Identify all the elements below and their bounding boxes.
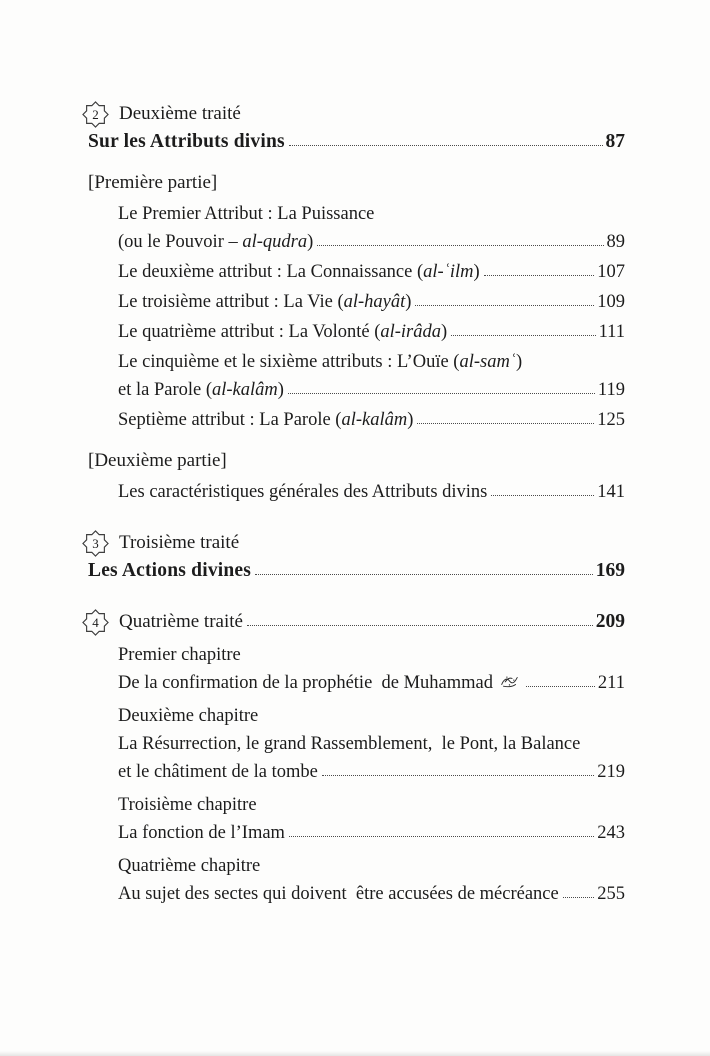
toc-item-text: (ou le Pouvoir – — [118, 232, 243, 252]
toc-dotted-leader — [484, 273, 595, 276]
toc-item-text: Les caractéristiques générales des Attributs divins — [118, 482, 488, 502]
toc-entry-item — [88, 200, 625, 256]
toc-item-line — [88, 478, 625, 506]
treatise-number: 3 — [92, 535, 99, 551]
toc-item-text: ) — [473, 262, 480, 282]
toc-dotted-leader — [491, 493, 594, 496]
treatise-heading-row — [82, 100, 625, 128]
toc-entry-chapter — [88, 852, 625, 908]
treatise-heading-row — [82, 608, 625, 636]
toc-item-text: al-qudra — [242, 232, 308, 252]
chapter-heading-row — [88, 702, 625, 730]
toc-page-number: 109 — [597, 292, 625, 312]
toc-dotted-leader — [417, 421, 594, 424]
toc-item-line — [88, 376, 625, 404]
toc-page-number: 209 — [595, 611, 625, 632]
chapter-heading-row — [88, 791, 625, 819]
toc-item-text: ) — [441, 322, 448, 342]
toc-dotted-leader — [288, 391, 595, 394]
toc-item-text: Au sujet des sectes qui doivent être accusées de mécréance — [118, 884, 559, 904]
toc-item-line — [88, 730, 625, 758]
toc-item-text: al-kalâm — [212, 380, 278, 400]
toc-item-text: ) — [516, 352, 523, 372]
treatise-heading-label: Troisième traité — [119, 532, 240, 553]
toc-dotted-leader — [526, 684, 595, 687]
toc-page-number: 255 — [597, 884, 625, 904]
treatise-number-badge — [82, 101, 109, 128]
toc-entry-item — [88, 258, 625, 286]
toc-item-line — [88, 880, 625, 908]
toc-item-text: ) — [307, 232, 314, 252]
page-bottom-scan-shadow — [0, 1051, 710, 1056]
toc-item-line — [88, 348, 625, 376]
toc-item-line — [88, 200, 625, 228]
treatise-number-badge — [82, 530, 109, 557]
toc-entry-item — [88, 318, 625, 346]
toc-dotted-leader — [317, 243, 603, 246]
part-label — [88, 447, 625, 475]
toc-dotted-leader — [255, 572, 593, 575]
toc-dotted-leader — [289, 834, 594, 837]
toc-page-number: 87 — [605, 131, 625, 152]
toc-item-text: Le quatrième attribut : La Volonté ( — [118, 322, 381, 342]
toc-item-line — [88, 228, 625, 256]
toc-item-line — [88, 758, 625, 786]
part-label-text: [Première partie] — [88, 172, 218, 193]
toc-entry-chapter — [88, 791, 625, 847]
toc-item-line — [88, 406, 625, 434]
toc-page-number: 169 — [595, 560, 625, 581]
toc-entry-item — [88, 478, 625, 506]
toc-item-line — [88, 669, 625, 697]
toc-item-text: Le troisième attribut : La Vie ( — [118, 292, 344, 312]
part-label-text: [Deuxième partie] — [88, 450, 227, 471]
toc-item-line — [88, 288, 625, 316]
treatise-number-badge — [82, 609, 109, 636]
toc-page-number: 125 — [597, 410, 625, 430]
toc-item-text: al-samʿ — [459, 352, 516, 372]
toc-entry-item — [88, 288, 625, 316]
chapter-heading: Quatrième chapitre — [118, 856, 261, 876]
toc-dotted-leader — [289, 143, 603, 146]
toc-page-number: 111 — [598, 322, 625, 342]
toc-item-text: al-irâda — [380, 322, 441, 342]
treatise-number: 4 — [92, 614, 99, 630]
toc-item-line — [88, 258, 625, 286]
toc-dotted-leader — [451, 333, 595, 336]
toc-entry-chapter — [88, 641, 625, 697]
toc-item-text: et le châtiment de la tombe — [118, 762, 318, 782]
toc-page-number: 89 — [606, 232, 625, 252]
treatise-title-row — [88, 128, 625, 156]
toc-item-text: al-ʿilm — [423, 262, 474, 282]
muhammad-pbuh-calligraphy-icon — [500, 674, 519, 688]
toc-page-number: 107 — [597, 262, 625, 282]
toc-item-text: Le Premier Attribut : La Puissance — [118, 204, 375, 224]
toc-item-text: al-kalâm — [341, 410, 408, 430]
toc-item-text: ) — [405, 292, 412, 312]
toc-item-text: Septième attribut : La Parole ( — [118, 410, 342, 430]
chapter-heading-row — [88, 641, 625, 669]
part-label — [88, 169, 625, 197]
toc-entry-treatise — [88, 529, 625, 585]
treatise-heading-label: Deuxième traité — [119, 103, 241, 124]
treatise-heading-row — [82, 529, 625, 557]
treatise-title: Les Actions divines — [88, 560, 252, 581]
toc-item-text: et la Parole ( — [118, 380, 212, 400]
treatise-number: 2 — [92, 106, 99, 122]
toc-entry-treatise — [88, 100, 625, 156]
toc-entry-treatise — [88, 608, 625, 636]
treatise-heading-label: Quatrième traité — [119, 611, 243, 632]
toc-page-number: 119 — [597, 380, 625, 400]
toc-item-text: La fonction de l’Imam — [118, 823, 285, 843]
toc-dotted-leader — [322, 773, 594, 776]
toc-page-number: 219 — [597, 762, 625, 782]
toc-entry-item — [88, 348, 625, 404]
toc-list — [88, 100, 625, 908]
toc-dotted-leader — [563, 895, 595, 898]
toc-item-text: La Résurrection, le grand Rassemblement, le Pont, la Balance — [118, 734, 581, 754]
toc-item-text: Le cinquième et le sixième attributs : L’Ouïe ( — [118, 352, 460, 372]
toc-entry-chapter — [88, 702, 625, 786]
chapter-heading-row — [88, 852, 625, 880]
toc-item-text: ) — [277, 380, 284, 400]
treatise-title-row — [88, 557, 625, 585]
toc-dotted-leader — [247, 623, 593, 626]
toc-item-text: al-hayât — [343, 292, 406, 312]
toc-page-number: 211 — [597, 673, 625, 693]
muhammad-pbuh-calligraphy-icon — [500, 669, 519, 697]
treatise-title: Sur les Attributs divins — [88, 131, 285, 152]
toc-item-text: Le deuxième attribut : La Connaissance ( — [118, 262, 424, 282]
toc-entry-item — [88, 406, 625, 434]
toc-item-line — [88, 318, 625, 346]
toc-item-line — [88, 819, 625, 847]
toc-page-number: 141 — [597, 482, 625, 502]
chapter-heading: Premier chapitre — [118, 645, 241, 665]
toc-item-text: ) — [407, 410, 414, 430]
chapter-heading: Deuxième chapitre — [118, 706, 259, 726]
toc-item-text: De la confirmation de la prophétie de Muhammad — [118, 673, 498, 693]
toc-dotted-leader — [415, 303, 594, 306]
toc-page-number: 243 — [597, 823, 625, 843]
chapter-heading: Troisième chapitre — [118, 795, 257, 815]
